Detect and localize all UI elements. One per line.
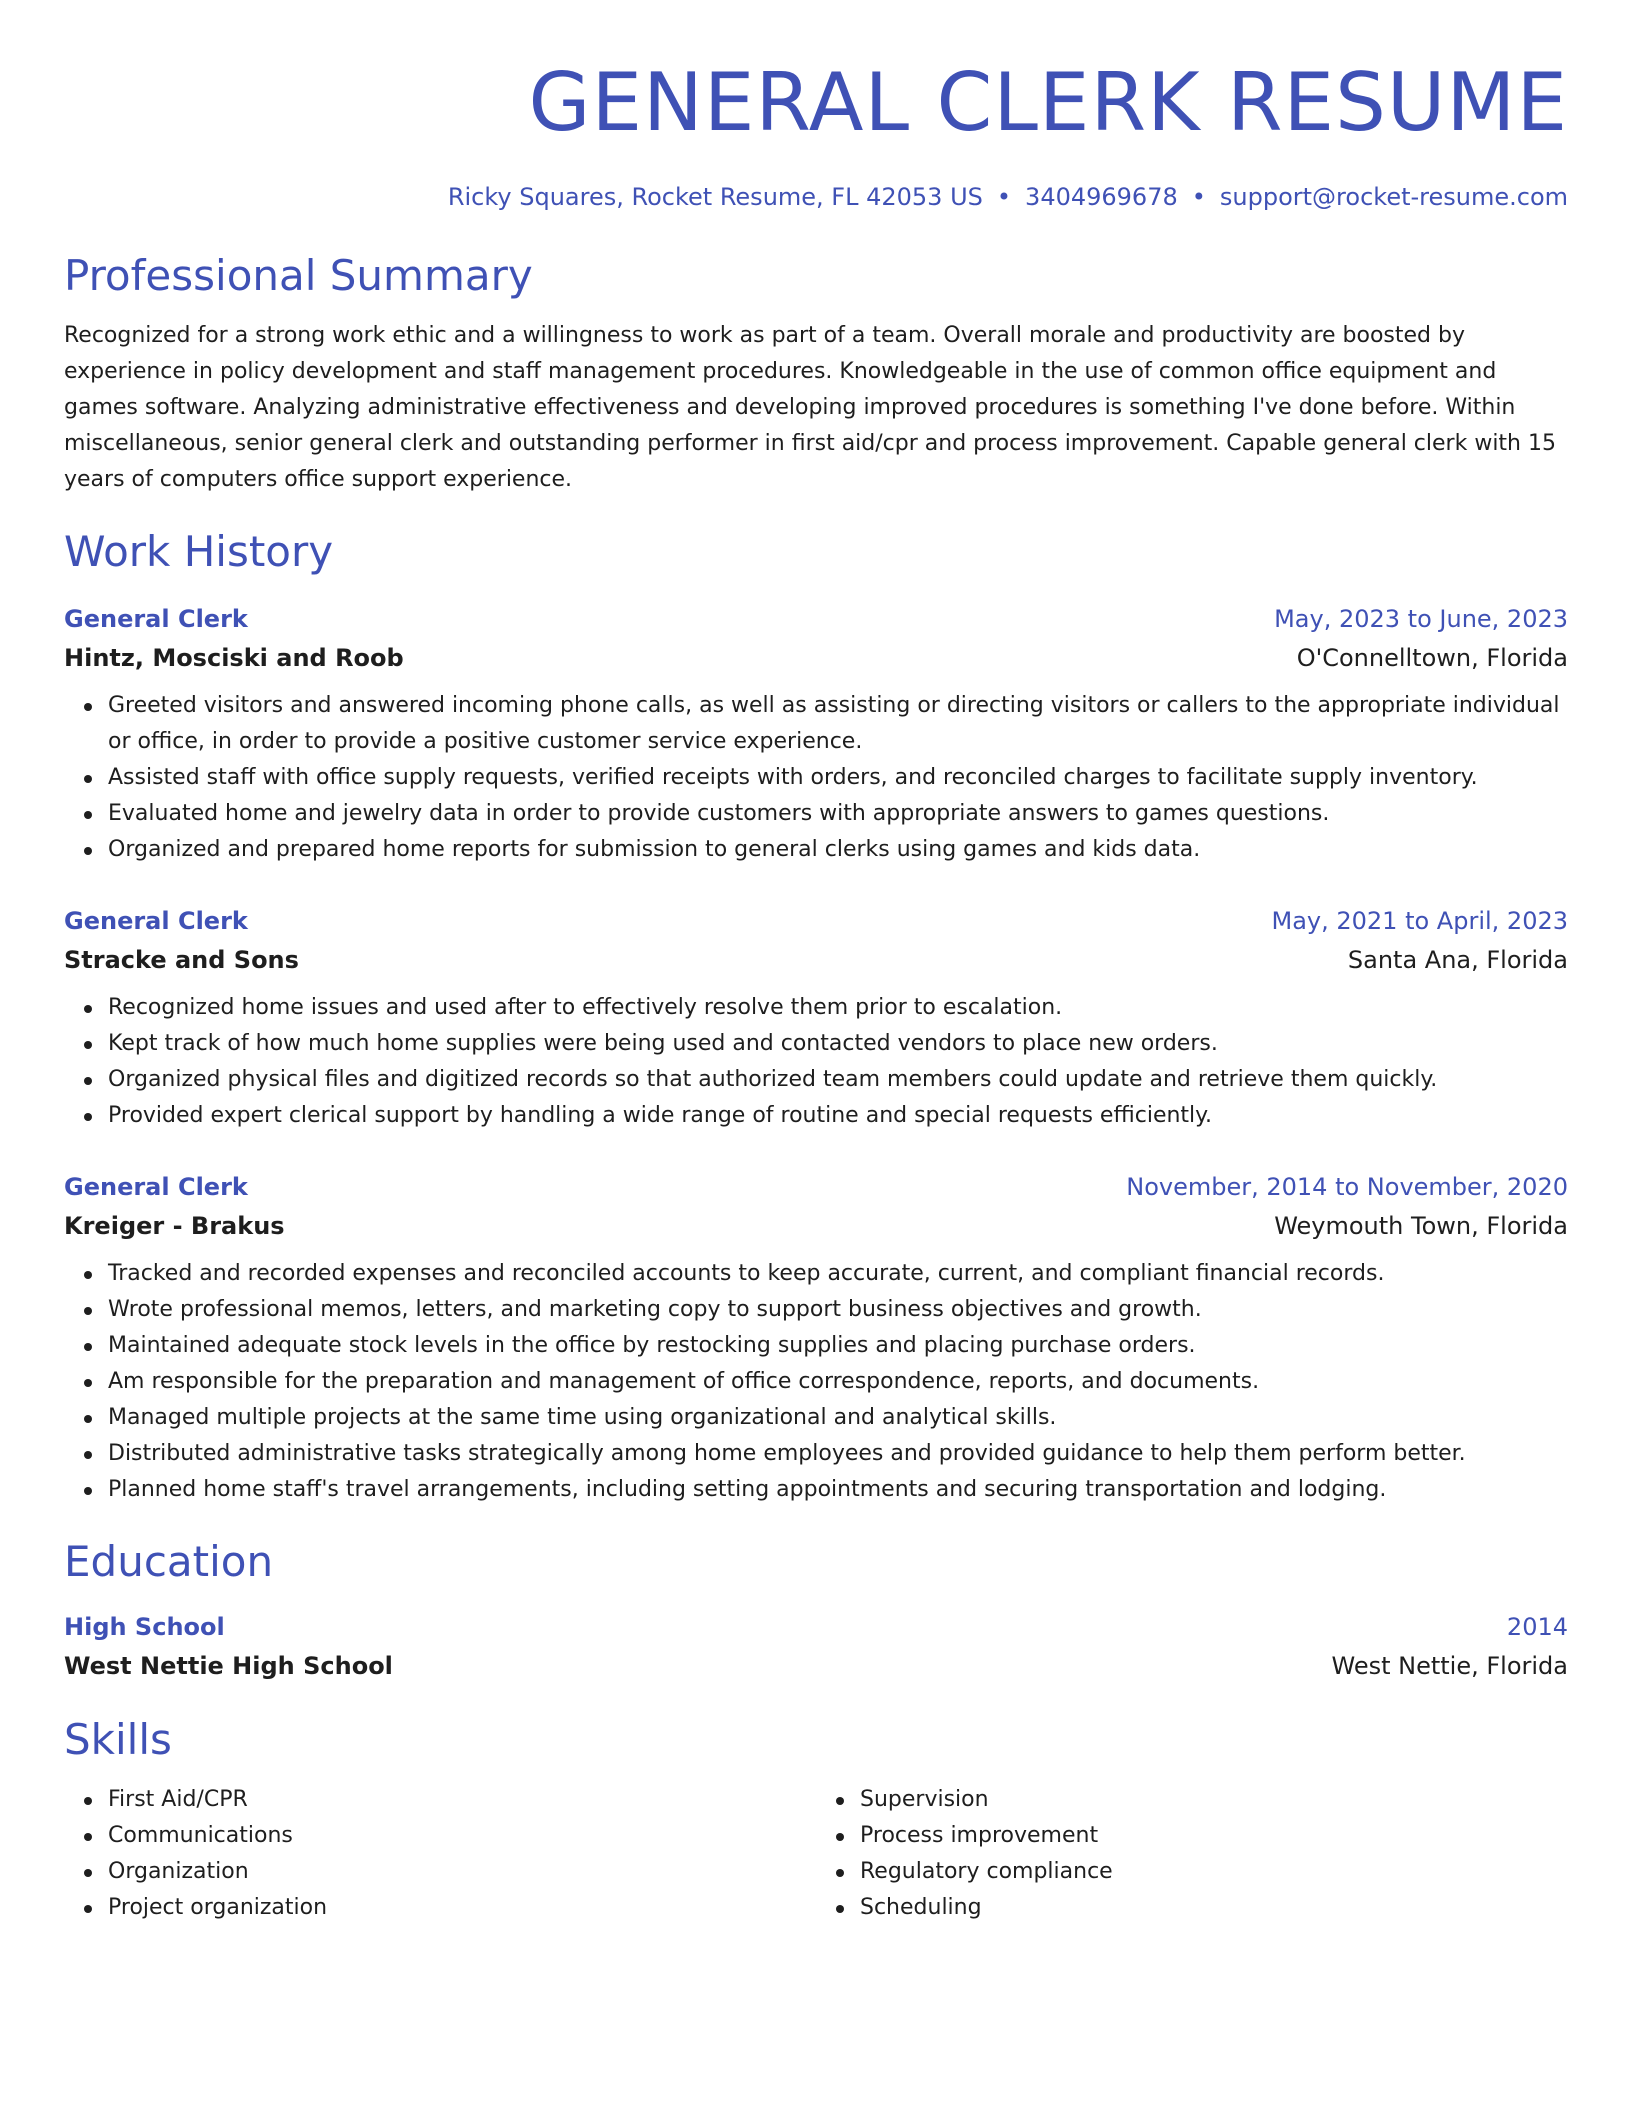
skill-item: Organization — [108, 1854, 816, 1890]
skill-item: Project organization — [108, 1890, 816, 1926]
summary-text: Recognized for a strong work ethic and a willingness to work as part of a team. Overall morale and productivity are boosted by experience in policy development and staff management procedures. Knowledgeable in the use of common office equipment and games software. Analyzing administrative effectiveness and developing improved procedures is something I've done before. Within miscellaneous, senior general clerk and outstanding performer in first aid/cpr and process improvement. Capable general clerk with 15 years of computers office support experience. — [64, 323, 1556, 492]
skill-item: Communications — [108, 1818, 816, 1854]
job-bullet: Evaluated home and jewelry data in order to provide customers with appropriate answers to games questions. — [108, 796, 1568, 832]
education-school: West Nettie High School — [64, 1652, 393, 1680]
job-entry — [64, 902, 1568, 1134]
education-year: 2014 — [1506, 1613, 1568, 1641]
job-bullet: Organized physical files and digitized records so that authorized team members could update and retrieve them quickly. — [108, 1062, 1568, 1098]
job-company-row — [64, 1206, 1568, 1246]
contact-email: support@rocket-resume.com — [1219, 183, 1568, 211]
job-bullet: Organized and prepared home reports for submission to general clerks using games and kids data. — [108, 832, 1568, 868]
skills-list-right — [816, 1782, 1568, 1926]
education-entry — [64, 1608, 1568, 1686]
job-bullet: Maintained adequate stock levels in the office by restocking supplies and placing purchase orders. — [108, 1328, 1568, 1364]
skill-item: Process improvement — [860, 1818, 1568, 1854]
contact-address: Ricky Squares, Rocket Resume, FL 42053 US — [447, 183, 983, 211]
contact-phone: 3404969678 — [1025, 183, 1178, 211]
education-section — [64, 1534, 1568, 1686]
work-history-section — [64, 524, 1568, 1508]
job-company: Kreiger - Brakus — [64, 1212, 285, 1240]
job-bullet: Tracked and recorded expenses and reconciled accounts to keep accurate, current, and compliant financial records. — [108, 1256, 1568, 1292]
job-company-row — [64, 638, 1568, 678]
job-bullets — [64, 688, 1568, 868]
section-heading-work-history: Work History — [64, 527, 334, 576]
job-entry — [64, 600, 1568, 868]
job-bullet: Greeted visitors and answered incoming phone calls, as well as assisting or directing visitors or callers to the appropriate individual or office, in order to provide a positive customer service experience. — [108, 688, 1568, 760]
job-bullet: Recognized home issues and used after to effectively resolve them prior to escalation. — [108, 990, 1568, 1026]
job-bullet: Distributed administrative tasks strategically among home employees and provided guidance to help them perform better. — [108, 1436, 1568, 1472]
job-title: General Clerk — [64, 1173, 248, 1201]
job-dates: May, 2021 to April, 2023 — [1271, 907, 1568, 935]
job-header-row — [64, 1168, 1568, 1206]
job-location: O'Connelltown, Florida — [1296, 644, 1568, 672]
section-heading-summary: Professional Summary — [64, 251, 533, 300]
job-company: Hintz, Mosciski and Roob — [64, 644, 404, 672]
professional-summary-section — [64, 248, 1568, 498]
job-header-row — [64, 902, 1568, 940]
job-bullet: Managed multiple projects at the same time using organizational and analytical skills. — [108, 1400, 1568, 1436]
job-bullets — [64, 1256, 1568, 1508]
section-heading-skills: Skills — [64, 1715, 172, 1764]
skills-columns — [64, 1782, 1568, 1926]
job-company-row — [64, 940, 1568, 980]
job-dates: November, 2014 to November, 2020 — [1126, 1173, 1568, 1201]
skill-item: Regulatory compliance — [860, 1854, 1568, 1890]
job-bullet: Provided expert clerical support by handling a wide range of routine and special requests efficiently. — [108, 1098, 1568, 1134]
skills-section — [64, 1712, 1568, 1926]
job-location: Weymouth Town, Florida — [1274, 1212, 1568, 1240]
job-header-row — [64, 600, 1568, 638]
education-school-row — [64, 1646, 1568, 1686]
job-bullet: Am responsible for the preparation and management of office correspondence, reports, and documents. — [108, 1364, 1568, 1400]
job-title: General Clerk — [64, 907, 248, 935]
contact-line — [64, 180, 1568, 214]
education-degree: High School — [64, 1613, 225, 1641]
skill-item: Scheduling — [860, 1890, 1568, 1926]
job-bullets — [64, 990, 1568, 1134]
resume-header — [64, 48, 1568, 214]
contact-separator: • — [1191, 183, 1206, 211]
job-bullet: Kept track of how much home supplies were being used and contacted vendors to place new orders. — [108, 1026, 1568, 1062]
resume-title: GENERAL CLERK RESUME — [528, 56, 1568, 149]
education-location: West Nettie, Florida — [1331, 1652, 1568, 1680]
job-bullet: Planned home staff's travel arrangements, including setting appointments and securing transportation and lodging. — [108, 1472, 1568, 1508]
job-bullet: Assisted staff with office supply requests, verified receipts with orders, and reconciled charges to facilitate supply inventory. — [108, 760, 1568, 796]
job-bullet: Wrote professional memos, letters, and marketing copy to support business objectives and growth. — [108, 1292, 1568, 1328]
job-dates: May, 2023 to June, 2023 — [1274, 605, 1568, 633]
skill-item: First Aid/CPR — [108, 1782, 816, 1818]
job-location: Santa Ana, Florida — [1347, 946, 1568, 974]
skill-item: Supervision — [860, 1782, 1568, 1818]
job-title: General Clerk — [64, 605, 248, 633]
contact-separator: • — [996, 183, 1012, 211]
section-heading-education: Education — [64, 1537, 274, 1586]
job-entry — [64, 1168, 1568, 1508]
education-header-row — [64, 1608, 1568, 1646]
skills-list-left — [64, 1782, 816, 1926]
job-company: Stracke and Sons — [64, 946, 299, 974]
